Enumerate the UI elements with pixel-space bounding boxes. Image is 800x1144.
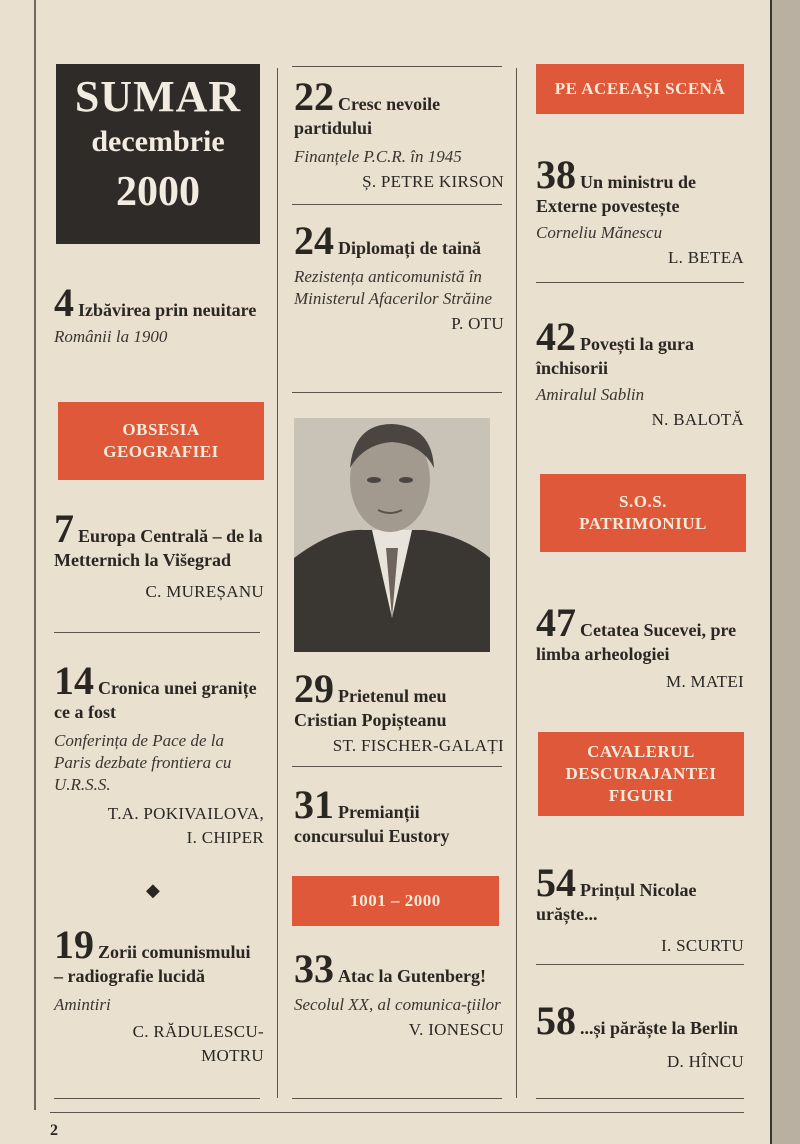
article-title: Premianții concursului Eustory [294, 802, 450, 846]
article-title: Cresc nevoile partidului [294, 94, 441, 138]
article-subtitle: Corneliu Mănescu [536, 223, 663, 242]
article-title: Un ministru de Externe povestește [536, 172, 697, 216]
divider [292, 1098, 502, 1099]
article-number: 47 [536, 600, 576, 645]
divider [536, 282, 744, 283]
article-author-1: T.A. POKIVAILOVA, [107, 804, 264, 823]
article-number: 33 [294, 946, 334, 991]
article-31[interactable] [294, 782, 504, 848]
article-title: Cronica unei granițe ce a fost [54, 678, 257, 722]
article-24[interactable] [294, 218, 504, 336]
sumar-title: SUMAR [74, 72, 242, 121]
article-title: Prietenul meu Cristian Popișteanu [294, 686, 447, 730]
portrait-illustration [294, 418, 490, 652]
footer-rule [50, 1112, 744, 1113]
article-title: Zorii comunismului – radiografie lucidă [54, 942, 251, 986]
article-author: M. MATEI [666, 672, 744, 691]
column-divider-2 [516, 68, 517, 1098]
sumar-year: 2000 [116, 169, 200, 215]
article-author: N. BALOTĂ [651, 410, 744, 429]
page-edge [770, 0, 800, 1144]
article-number: 31 [294, 782, 334, 827]
article-58[interactable] [536, 998, 744, 1074]
article-title: Cetatea Sucevei, pre limba arheologiei [536, 620, 737, 664]
section-label: OBSESIA GEOGRAFIEI [103, 420, 219, 461]
article-title: Atac la Gutenberg! [338, 966, 486, 986]
article-29[interactable] [294, 666, 504, 758]
article-number: 22 [294, 74, 334, 119]
article-54[interactable] [536, 860, 744, 958]
divider [292, 766, 502, 767]
article-47[interactable] [536, 600, 744, 694]
section-cavalerul [538, 732, 744, 816]
divider [292, 392, 502, 393]
article-title: Europa Centrală – de la Metternich la Višegrad [54, 526, 263, 570]
section-label: S.O.S. PATRIMONIUL [579, 492, 707, 533]
article-subtitle: Românii la 1900 [54, 327, 168, 346]
divider [292, 204, 502, 205]
article-subtitle: Amiralul Sablin [536, 385, 645, 404]
article-author: D. HÎNCU [666, 1052, 744, 1071]
article-subtitle: Conferința de Pace de la Paris dezbate frontiera cu U.R.S.S. [54, 731, 232, 794]
article-author-2: I. CHIPER [186, 828, 264, 847]
article-number: 38 [536, 152, 576, 197]
article-14[interactable] [54, 658, 264, 850]
article-22[interactable] [294, 74, 504, 194]
section-sos-patrimoniul [540, 474, 746, 552]
article-33[interactable] [294, 946, 504, 1042]
article-subtitle: Secolul XX, al comunica-ţiilor [294, 995, 501, 1014]
article-number: 58 [536, 998, 576, 1043]
column-divider-1 [277, 68, 278, 1098]
article-author: I. SCURTU [661, 936, 744, 955]
divider [292, 66, 502, 67]
section-label: CAVALERUL DESCURAJANTEI FIGURI [565, 742, 717, 805]
article-number: 42 [536, 314, 576, 359]
left-margin-rule [34, 0, 36, 1110]
article-title: Izbăvirea prin neuitare [78, 300, 257, 320]
article-7[interactable] [54, 506, 264, 604]
divider [54, 1098, 260, 1099]
article-subtitle: Amintiri [54, 995, 111, 1014]
section-label: 1001 – 2000 [350, 891, 441, 910]
divider [536, 1098, 744, 1099]
article-number: 24 [294, 218, 334, 263]
article-title: ...și părăște la Berlin [580, 1018, 738, 1038]
article-author: C. MUREȘANU [145, 582, 264, 601]
article-subtitle: Rezistența anticomunistă în Ministerul Afacerilor Străine [294, 267, 493, 308]
divider [54, 632, 260, 633]
article-number: 7 [54, 506, 74, 551]
section-label: PE ACEEAȘI SCENĂ [554, 79, 726, 98]
sumar-header-box [56, 64, 260, 244]
page-number: 2 [50, 1122, 58, 1139]
divider [536, 964, 744, 965]
article-number: 14 [54, 658, 94, 703]
section-obsesia-geografiei [58, 402, 264, 480]
article-number: 19 [54, 922, 94, 967]
article-author-1: C. RĂDULESCU- [132, 1022, 264, 1041]
article-author: L. BETEA [667, 248, 744, 267]
portrait-photo [294, 418, 490, 652]
section-pe-aceeasi-scena [536, 64, 744, 114]
article-number: 54 [536, 860, 576, 905]
sumar-month: decembrie [91, 125, 225, 158]
article-title: Diplomați de taină [338, 238, 482, 258]
article-number: 29 [294, 666, 334, 711]
article-author: P. OTU [451, 314, 504, 333]
article-38[interactable] [536, 152, 744, 270]
section-years [292, 876, 499, 926]
article-author-2: MOTRU [201, 1046, 264, 1065]
article-author: Ș. PETRE KIRSON [362, 172, 504, 191]
article-title: Povești la gura închisorii [536, 334, 694, 378]
article-19[interactable] [54, 922, 264, 1068]
article-title: Prințul Nicolae urăște... [536, 880, 697, 924]
diamond-ornament: ◆ [146, 880, 160, 900]
article-number: 4 [54, 280, 74, 325]
article-subtitle: Finanțele P.C.R. în 1945 [294, 147, 462, 166]
article-4[interactable] [54, 280, 264, 348]
article-42[interactable] [536, 314, 744, 432]
article-author: V. IONESCU [408, 1020, 504, 1039]
article-author: ST. FISCHER-GALAȚI [332, 736, 504, 755]
